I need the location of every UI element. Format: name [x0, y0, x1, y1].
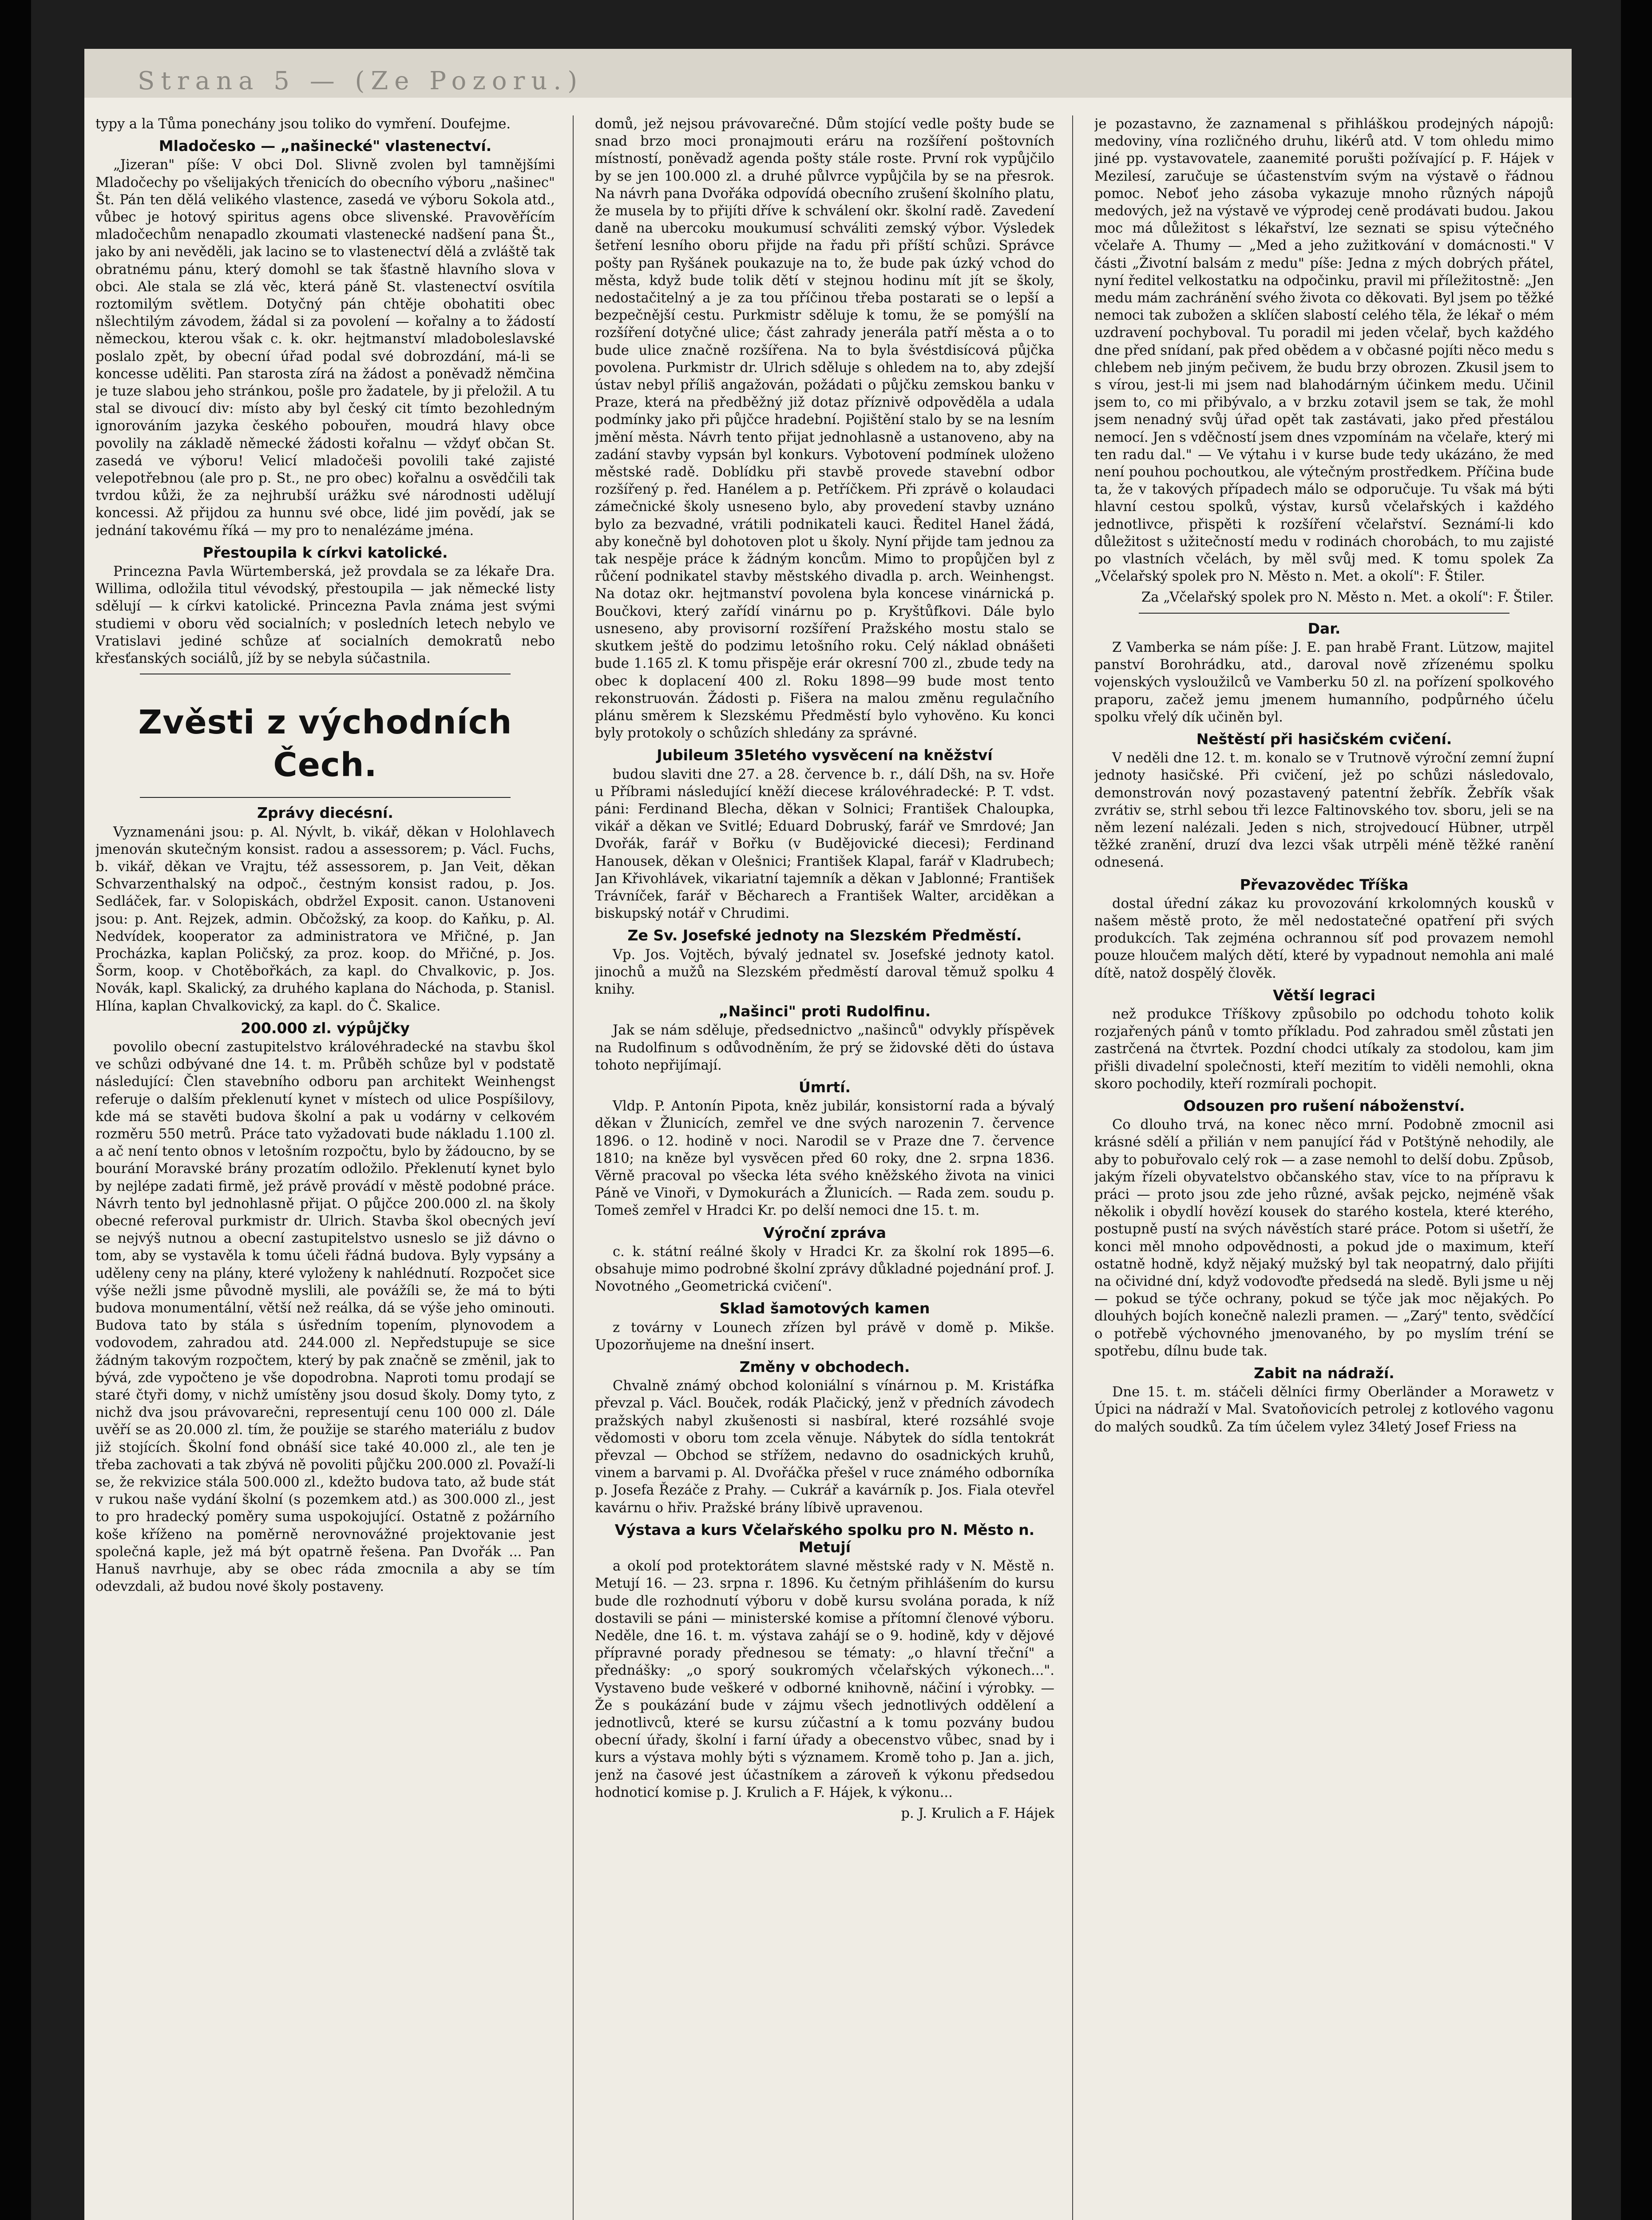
article-body: Princezna Pavla Würtemberská, jež provdala se za lékaře Dra. Willima, odložila titul vévodský, přestoupila — jak německé listy sdělují — k církvi katolické. Princezna Pavla známa jest svými studiemi v oboru věd socialních; v posledních letech nebylo ve Vratislavi jediné schůze ať socialních demokratů nebo křesťanských sociálů, jíž by se nebyla súčastnila. [95, 564, 555, 667]
signature: Za „Včelařský spolek pro N. Město n. Met. a okolí": F. Štiler. [1141, 590, 1554, 606]
article-body: Co dlouho trvá, na konec něco mrní. Podobně zmocnil asi krásné sdělí a přilián v nem panující řád v Potštýně nehodily, ale aby to pobuřovalo celý rok — a zase nemohl to delší dobu. Způsob, jakým řízeli obyvatelstvo občanského stav, více to na přípravu k práci — proto jsou zde jeho různé, avšak pejcko, nejméně však několik i obydlí hovězí kousek do starého kostela, které kterého, postupně pustí na svých návěstích staré práce. Potom si ušetří, že konci měl mnoho odpovědnosti, a pokud jde o maximum, kteří ostatně hodně, když nějaký mužský byl tak neopatrný, dalo přijíti na očividné dní, když vodovoďte předsedá na sledě. Byli jsme u něj — pokud se týče ochrany, pokud se týče jak moc nějakých. Po dlouhých bojích konečně nalezli pramen. — „Zarý" tento, svědčící o potřebě výchovného jmenovaného, by po myslím tréní se spotřebu, dílnu bude tak. [1094, 1117, 1554, 1359]
section-heading: Zvěsti z východních Čech. [138, 703, 512, 785]
article-title: Neštěstí při hasičském cvičení. [1196, 730, 1452, 748]
article-body: domů, jež nejsou právovarečné. Dům stojící vedle pošty bude se snad brzo moci pronajmouti eráru na rozšíření poštovních místností, poněvadž agenda pošty stále roste. První rok vypůjčilo by se jen 100.000 zl. a druhé půlvrce vypůjčila by se na přesrok. Na návrh pana Dvořáka odpovídá obecního zrušení školního platu, že musela by to přijíti dříve k schválení okr. školní radě. Zavedení daně na ubercoku moukumusí schváliti zemský výbor. Výsledek šetření lesního oboru přijde na řadu při příští schůzi. Správce pošty pan Ryšánek poukazuje na to, že bude pak úzký vchod do města, když bude tolik dětí v stejnou hodinu mít jít se školy, nedostačitelný a je za tou příčinou třeba postarati se o lepší a bezpečnější cestu. Purkmistr sděluje k tomu, že se pomýšlí na rozšíření dotyčné ulice; část zahrady jenerála patří města a o to bude ulice značně rozšířena. Na to byla švéstdisícová půjčka povolena. Purkmistr dr. Ulrich sděluje s ohledem na to, aby zdejší ústav nebyl příliš angažován, požádati o půjčku zemskou banku v Praze, která na předběžný již dotaz příznivě odpověděla a udala podmínky jako při půjčce hradební. Pojištění stalo by se na lesním jmění města. Návrh tento přijat jednohlasně a ustanoveno, aby na zadání stavby vypsán byl konkurs. Vybotovení podmínek uloženo městské radě. Doblídku při stavbě provede stavební odbor rozšířený p. řed. Hanélem a p. Petříčkem. Při zprávě o kolaudaci zámečnické školy usneseno bylo, aby provedení stavby uznáno bylo za bezvadné, vrátili podnikateli kauci. Ředitel Hanel žádá, aby konečně byl dohotoven plot u školy. Nyní přijde tam jednou za tak nespěje práce k žádným koncům. Mimo to propůjčen byl z růčení podnikatel stavby městského divadla p. arch. Weinhengst. Na dotaz okr. hejtmanství povolena byla koncese vinárnická p. Boučkovi, který zařídí vinárnu po p. Kryštůfkovi. Dále bylo usneseno, aby provisorní rozšíření Pražského mostu stalo se skutkem ještě do podzimu letošního roku. Celý náklad obnášeti bude 1.165 zl. K tomu přispěje erár okresní 700 zl., zbude tedy na obec k doplacení 400 zl. Roku 1898—99 bude most tento rekonstruován. Žádosti p. Fišera na malou změnu regulačního plánu směrem k Slezskému Předměstí bylo vyhověno. Ku konci byly protokoly o schůzích shledány za správné. [595, 116, 1054, 741]
article-title: Změny v obchodech. [739, 1358, 910, 1376]
article-title: Větší legraci [1272, 986, 1376, 1004]
article-title: Zprávy diecésní. [257, 804, 393, 822]
article-body: Vldp. P. Antonín Pipota, kněz jubilár, konsistorní rada a bývalý děkan v Žlunicích, zemřel ve dne svých narozenin 7. července 1896. o 12. hodině v noci. Narodil se v Praze dne 7. července 1810; na kněze byl vysvěcen před 60 roky, dne 2. srpna 1836. Věrně pracoval po všecka léta svého kněžského života na vinici Páně ve Vinoři, v Dymokurách a Žlunicích. — Rada zem. soudu p. Tomeš zemřel v Hradci Kr. po delší nemoci dne 15. t. m. [595, 1098, 1054, 1219]
article-title: Výstava a kurs Včelařského spolku pro N. Město n. Metují [614, 1521, 1035, 1556]
article-title: Přestoupila k církvi katolické. [202, 543, 448, 561]
column-3 [1094, 115, 1554, 2220]
masthead-strip [84, 49, 1572, 98]
article-title: Převazovědec Tříška [1240, 876, 1409, 893]
article-title: 200.000 zl. výpůjčky [241, 1019, 410, 1037]
column-2 [595, 115, 1054, 2220]
article-title: Zabit na nádraží. [1254, 1364, 1394, 1382]
lead-fragment: typy a la Tůma ponechány jsou toliko do vymření. Doufejme. [95, 116, 511, 132]
article-body: c. k. státní reálné školy v Hradci Kr. za školní rok 1895—6. obsahuje mimo podrobné školní zprávy důkladné pojednání prof. J. Novotného „Geometrická cvičení". [595, 1244, 1054, 1295]
article-body: Chvalně známý obchod koloniální s vínárnou p. M. Kristáfka převzal p. Václ. Bouček, rodák Plačický, jenž v předních závodech pražských nabyl zkušenosti si nasbíral, které rozsáhlé svoje vědomosti v oboru tom zcela věnuje. Nábytek do sídla tentokrát převzal — Obchod se střížem, nedavno do osadnických kruhů, vinem a barvami p. Al. Dvořáčka přešel v ruce známého odborníka p. Josefa Řezáče z Prahy. — Cukrář a kavárník p. Jos. Fiala otevřel kavárnu o hřiv. Pražské brány líbivě upravenou. [595, 1378, 1054, 1516]
article-body: „Jizeran" píše: V obci Dol. Slivně zvolen byl tamnějšími Mladočechy po všelijakých třenicích do obecního výboru „našinec" Št. Pán ten dělá velikého vlastence, zasedá ve výboru Sokola atd., vůbec je hotový spiritus agens obce slivenské. Pravověřícím mladočechům nenapadlo zkoumati vlastenecké nadšení pana Št., jako by ani nevěděli, jak lacino se to vlastenectví dělá a zvláště tak obratnému pánu, který domohl se tak šťastně hlavního slova v obci. Ale stala se zlá věc, která páně St. vlastenectví osvítila roztomilým světlem. Dotyčný pán chtěje obohatiti obec nšlechtilým závodem, žádal si za povolení — kořalny a to žádostí německou, kterou však c. k. okr. hejtmanství mladoboleslavské poslalo zpět, by obecní úřad podal své dobrozdání, má-li se koncesse uděliti. Pan starosta zírá na žádost a poněvadž němčina je tuze slabou jeho stránkou, pošle pro žadatele, by ji přeložil. A tu stal se divoucí div: místo aby byl český cit tímto bezohledným ignorováním jazyka českého pobouřen, moudrá hlavy obce povolily na základě německé žádosti kořalnu — vždyť občan St. zasedá ve výboru! Velicí mladočeši povolili také zajisté velepotřebnou (ale pro p. St., ne pro obec) kořalnu a osvědčili tak tvrdou kůži, že za nejhrubší urážku své národnosti udělují koncessi. Až přijdou za hunnu své obce, lidé jim povědí, jak se jednání takovému říká — my pro to nenalézáme jména. [95, 157, 555, 539]
article-body: než produkce Tříškovy způsobilo po odchodu tohoto kolik rozjařených pánů v tomto příkladu. Pod zahradou směl zůstati jen zastrčená na čtvrtek. Pozdní chodci utíkaly za stodolou, kam jim přišli divadelní společnosti, kteří mezitím to viděli nemohli, okna skoro pochodily, kteří rozmírali pochopit. [1094, 1006, 1554, 1092]
article-title: Ze Sv. Josefské jednoty na Slezském Předměstí. [627, 927, 1022, 944]
article-title: Úmrtí. [798, 1078, 851, 1096]
article-body: Vp. Jos. Vojtěch, bývalý jednatel sv. Josefské jednoty katol. jinochů a mužů na Slezském předměstí daroval těmuž spolku 4 knihy. [595, 947, 1054, 997]
article-title: „Našinci" proti Rudolfinu. [718, 1003, 931, 1020]
signature: p. J. Krulich a F. Hájek [901, 1806, 1054, 1822]
column-rule [573, 115, 574, 2220]
article-body: je pozastavno, že zaznamenal s přihláškou prodejných nápojů: medoviny, vína rozličného druhu, likérů atd. V tom ohledu mimo jiné pp. vystavovatele, zaanemité porušti požívající p. F. Hájek v Mezilesí, zaručuje se účastenstvím svým na výstavě o řádnou pomoc. Neboť jeho zásoba vykazuje mnoho různých nápojů medových, jež na výstavě ve výprodej ceně prodávati budou. Jakou moc má důležitost s lékařství, lze seznati se spisu výtečného včelaře A. Thumy — „Med a jeho zužitkování v domácnosti." V části „Životní balsám z medu" píše: Jedna z mých dobrých přátel, nyní ředitel velkostatku na odpočinku, pravil mi příležitostně: „Jen medu mám zachránění svého života co děkovati. Byl jsem po těžké nemoci tak zubožen a sklíčen slabostí celého těla, že lékař o mém uzdravení pochyboval. Tu poradil mi jeden včelař, bych každého dne před snídaní, pak před obědem a v občasné pojíti něco medu s chlebem neb jiným pečivem, že budu brzy obrozen. Zkusil jsem to s vírou, jest-li mi jsem nad blahodárným účinkem medu. Učinil jsem to, co mi přibývalo, a v brzku zotavil jsem se tak, že mohl jsem nenadný svůj úřad opět tak zastávati, jako před přestálou nemocí. Jen s vděčností jsem dnes vzpomínám na včelaře, který mi ten radu dal." — Ve výtahu i v kurse bude tedy ukázáno, že med není pouhou pochoutkou, ale výtečným prostředkem. Příčina bude ta, že v takových případech málo se odporučuje. Tu však má býti hlavní cestou spolků, výstav, kursů včelařských i každého jednotlivce, přispěti k rozšíření včelařství. Seznámí-li kdo důležitost s užitečností medu v rodinách chorobách, to mu zajisté po vlastních včelách, by měl svůj med. K tomu spolek Za „Včelařský spolek pro N. Město n. Met. a okolí": F. Štiler. [1094, 116, 1554, 585]
article-title: Mladočesko — „našinecké" vlastenectví. [158, 137, 492, 155]
divider [140, 797, 511, 798]
column-1 [95, 115, 555, 2220]
article-body: Vyznamenáni jsou: p. Al. Nývlt, b. vikář, děkan v Holohlavech jmenován skutečným konsist. radou a assessorem; p. Václ. Fuchs, b. vikář, děkan ve Vrajtu, též assessorem, p. Jan Veit, děkan Schvarzenthalský na odpoč., čestným konsist radou, p. Jos. Sedláček, far. v Solopiskách, obdržel Exposit. canon. Ustanoveni jsou: p. Ant. Rejzek, admin. Občožský, za koop. do Kaňku, p. Al. Nedvídek, kooperator za administratora ve Mřičné, p. Jan Procházka, kaplan Poličský, za proz. koop. do Mřičné, p. Jos. Šorm, koop. v Chotěbořkách, za kapl. do Chvalkovic, p. Jos. Novák, kapl. Skalický, za druhého kaplana do Náchoda, p. Stanisl. Hlína, kaplan Chvalkovický, za kapl. do Č. Skalice. [95, 824, 555, 1014]
article-body: a okolí pod protektorátem slavné městské rady v N. Městě n. Metují 16. — 23. srpna r. 1896. Ku četným přihlášením do kursu bude dle rozhodnutí výboru v době kursu svolána porada, k níž dostavili se páni — ministerské komise a přítomní členové výboru. Neděle, dne 16. t. m. výstava zahájí se o 9. hodině, kdy v dějové přípravné porady přednesou se tématy: „o hlavní třeční" a přednášky: „o sporý soukromých včelařských výkonech...". Vystaveno bude veškeré v odborné knihovně, náčiní i výrobky. — Že s poukázání bude v zájmu všech jednotlivých oddělení a jednotlivců, které se kursu zúčastní a k tomu pozvány budou obecní úřady, školní i farní úřady a obecenstvo vůbec, snad by i kurs a výstava mohly býti s významem. Kromě toho p. Jan a. jich, jenž na časové jest účastníkem a zároveň k výkonu předsedou hodnoticí komise p. J. Krulich a F. Hájek, k výkonu... [595, 1558, 1054, 1800]
article-body: V neděli dne 12. t. m. konalo se v Trutnově výroční zemní župní jednoty hasičské. Při cvičení, jež po schůzi následovalo, demonstrován nový pozastavený patentní žebřík. Žebřík však zvrátiv se, strhl sebou tři lezce Faltinovského tov. sboru, jeli se na něm lezení nalézali. Jeden s nich, strojvedoucí Hübner, utrpěl těžké zranění, druzí dva lezci však utrpěli méně těžké ranění odnesená. [1094, 750, 1554, 871]
article-title: Dar. [1307, 619, 1341, 637]
newspaper-page [84, 49, 1572, 2220]
article-title: Jubileum 35letého vysvěcení na kněžství [657, 746, 993, 764]
masthead-text: Strana 5 — (Ze Pozoru.) [138, 67, 584, 95]
article-body: Dne 15. t. m. stáčeli dělníci firmy Oberländer a Morawetz v Úpici na nádraží v Mal. Svatoňovicích petrolej z kotlového vagonu do malých soudků. Za tím účelem vylez 34letý Josef Friess na [1094, 1384, 1554, 1435]
article-body: Z Vamberka se nám píše: J. E. pan hrabě Frant. Lützow, majitel panství Borohrádku, atd., daroval nově zřízenému spolku vojenských vysloužilců ve Vamberku 50 zl. na pořízení spolkového praporu, začež jemu jmenem humanního, podpůrného účelu spolku vřelý dík učiněn byl. [1094, 639, 1554, 725]
article-title: Odsouzen pro rušení náboženství. [1183, 1097, 1465, 1114]
column-rule [1072, 115, 1073, 2220]
scan-edge-right [1621, 0, 1652, 2220]
scan-edge-left [0, 0, 31, 2220]
article-body: budou slaviti dne 27. a 28. července b. r., dálí Dšh, na sv. Hoře u Příbrami následující kněží diecese královéhradecké: P. T. vdst. páni: Ferdinand Blecha, děkan v Solnici; František Chaloupka, vikář a děkan ve Svitlé; Eduard Dobruský, farář ve Smrdové; Jan Dvořák, farář v Bořku (v Budějovické diecesi); Ferdinand Hanousek, děkan v Olešnici; František Klapal, farář v Kladrubech; Jan Křivohlávek, vikariatní tajemník a děkan v Jablonné; František Trávníček, farář v Běcharech a František Walter, arciděkan a biskupský notář v Chrudimi. [595, 766, 1054, 922]
article-body: Jak se nám sděluje, předsednictvo „našinců" odvykly příspěvek na Rudolfinum s odůvodněním, že prý se židovské děti do ústava tohoto nepřijímají. [595, 1023, 1054, 1073]
article-body: z továrny v Lounech zřízen byl právě v domě p. Mikše. Upozorňujeme na dnešní insert. [595, 1320, 1054, 1353]
article-title: Výroční zpráva [763, 1224, 886, 1241]
article-body: dostal úřední zákaz ku provozování krkolomných kousků v našem městě proto, že měl nedostatečné opatření při svých produkcích. Tak zejména ochrannou síť pod provazem nemohl pouze hloučem malých dětí, které by vypadnout nemohla ani malé dítě, natož dospělý člověk. [1094, 896, 1554, 981]
article-body: povolilo obecní zastupitelstvo královéhradecké na stavbu škol ve schůzi odbývané dne 14. t. m. Průběh schůze byl v podstatě následující: Člen stavebního odboru pan architekt Weinhengst referuje o dalším překlenutí kynet v místech od ulice Pospíšilovy, kde má se stavěti budova školní a pak u vodárny v celkovém rozměru 550 metrů. Práce tato vyžadovati bude nákladu 1.100 zl. a ač není tento obnos v letošním rozpočtu, bylo by žádoucno, by se bourání Moravské brány prozatím odložilo. Překlenutí kynet bylo by nejlépe zadati firmě, jež právě provádí v městě podobné práce. Návrh tento byl jednohlasně přijat. O půjčce 200.000 zl. na školy obecné referoval purkmistr dr. Ulrich. Stavba škol obecných jeví se nejvýš nutnou a obecní zastupitelstvo usneslo se již dávno o tom, aby se vystavěla k tomu účeli řádná budova. Byly vypsány a uděleny ceny na plány, které vyloženy k nahlédnutí. Rozpočet sice výše nežli jsme původně myslili, ale povážíli se, že má to býti budova monumentální, větší než reálka, dá se výše jeho ominouti. Budova tato by stála s úsředním topením, plynovodem a vodovodem, zahradou atd. 244.000 zl. Nepředstupuje se sice žádným takovým rozpočtem, který by pak značně se změnil, jak to bývá, zde vypočteno je vše dopodrobna. Naproti tomu prodají se staré čtyři domy, v nichž umístěny jsou dosud školy. Domy tyto, z nichž dva jsou právovarečni, representují cenu 100 000 zl. Dále uvěří se as 20.000 zl. tím, že použije se starého materiálu z budov již stojících. Školní fond obnáší sice také 40.000 zl., ale ten je třeba zachovati a tak zbývá ně povoliti půjčku 200.000 zl. Považí-li se, že rekvizice stála 500.000 zl., kdežto budova tato, až bude stát v rukou naše vydání školní (s pozemkem atd.) as 300.000 zl., jest to pro hradecký poměry suma uspokojující. Ostatně z požárního koše kříženo na poměrně nerovnovážné projektovanie jest společná kaple, jež má být opatrně řešena. Pan Dvořák ... Pan Hanuš navrhuje, aby se obec ráda zmocnila a aby se tím odevzdali, až budou nové školy postaveny. [95, 1039, 555, 1595]
divider [1139, 613, 1509, 614]
article-title: Sklad šamotových kamen [719, 1300, 930, 1317]
